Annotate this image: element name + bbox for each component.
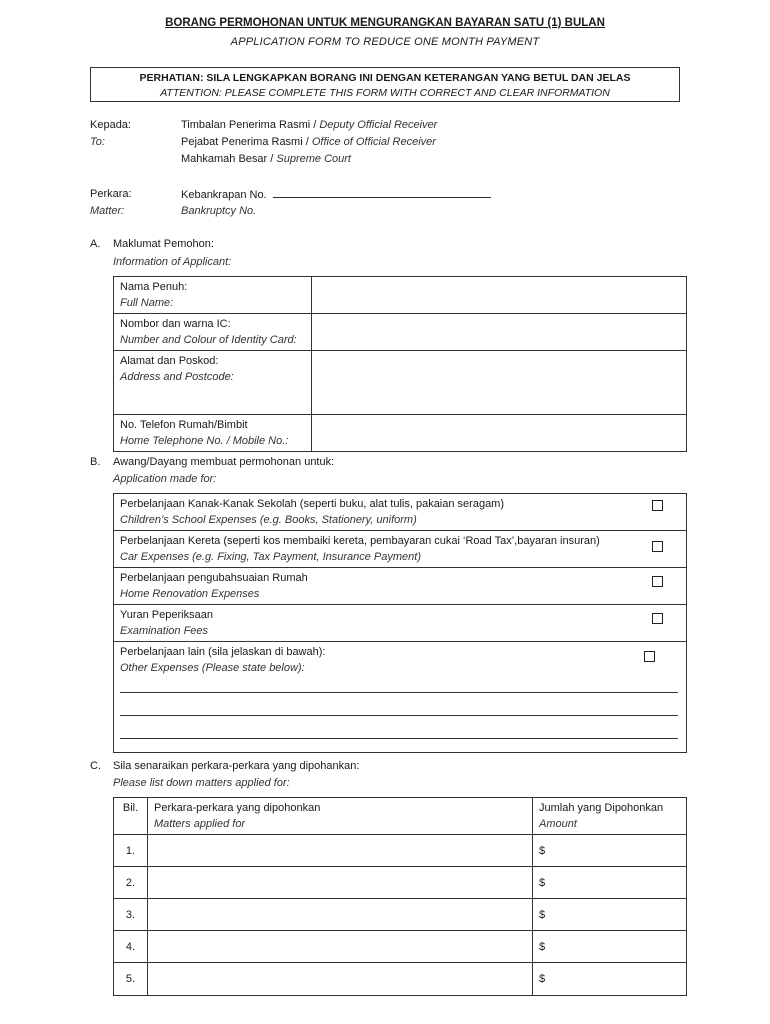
option-label xyxy=(114,605,629,642)
option-checkbox-cell xyxy=(629,568,687,605)
option-label-ms: Perbelanjaan Kanak-Kanak Sekolah (seperti buku, alat tulis, pakaian seragam) xyxy=(120,498,505,510)
other-expenses-cell xyxy=(114,642,687,753)
field-label-en: Number and Colour of Identity Card: xyxy=(120,334,297,346)
other-expenses-line-2[interactable] xyxy=(120,715,678,716)
other-expenses-line-1[interactable] xyxy=(120,692,678,693)
applicant-field-label xyxy=(114,314,312,351)
section-c-title-ms: Sila senaraikan perkara-perkara yang dipohankan: xyxy=(113,760,360,772)
matter-label-en: Matter: xyxy=(90,205,125,217)
header-no: Bil. xyxy=(114,798,148,835)
table-row xyxy=(114,899,687,931)
option-label-ms: Perbelanjaan pengubahsuaian Rumah xyxy=(120,572,308,584)
option-label-ms: Perbelanjaan Kereta (seperti kos membaiki kereta, pembayaran cukai ‘Road Tax’,bayaran insuran) xyxy=(120,535,600,547)
section-b-letter: B. xyxy=(90,456,101,468)
home-renovation-checkbox[interactable] xyxy=(652,576,663,587)
matter-input[interactable] xyxy=(148,867,533,899)
section-b-title-ms: Awang/Dayang membuat permohonan untuk: xyxy=(113,456,335,468)
row-number: 5. xyxy=(114,963,148,996)
option-checkbox-cell xyxy=(629,494,687,531)
matter-input[interactable] xyxy=(148,963,533,996)
to-line-1-en: Deputy Official Receiver xyxy=(319,119,438,131)
to-line-3 xyxy=(181,153,351,165)
table-header-row xyxy=(114,798,687,835)
to-line-2-en: Office of Official Receiver xyxy=(311,136,436,148)
bankruptcy-no-field xyxy=(181,188,491,201)
header-matters-ms: Perkara-perkara yang dipohonkan xyxy=(154,802,321,814)
matter-input[interactable] xyxy=(148,835,533,867)
applicant-info-table xyxy=(113,276,687,452)
examination-fees-checkbox[interactable] xyxy=(652,613,663,624)
section-a-letter: A. xyxy=(90,238,101,250)
option-label-ms: Perbelanjaan lain (sila jelaskan di bawah): xyxy=(120,646,326,658)
option-label xyxy=(114,568,629,605)
matter-input[interactable] xyxy=(148,931,533,963)
full-name-input[interactable] xyxy=(312,277,687,314)
row-number: 2. xyxy=(114,867,148,899)
section-c-letter: C. xyxy=(90,760,101,772)
table-row xyxy=(114,568,687,605)
header-amount-ms: Jumlah yang Dipohonkan xyxy=(539,802,664,814)
address-input[interactable] xyxy=(312,351,687,415)
bankruptcy-no-label: Kebankrapan No. xyxy=(181,189,267,201)
to-label-en: To: xyxy=(90,136,105,148)
currency-symbol: $ xyxy=(539,908,546,921)
to-line-1 xyxy=(181,119,437,131)
field-label-en: Home Telephone No. / Mobile No.: xyxy=(120,435,289,447)
school-expenses-checkbox[interactable] xyxy=(652,500,663,511)
header-amount-en: Amount xyxy=(539,818,577,830)
to-line-3-ms: Mahkamah Besar / xyxy=(181,153,277,165)
section-b-title-en: Application made for: xyxy=(113,473,217,485)
option-label-en: Children’s School Expenses (e.g. Books, Stationery, uniform) xyxy=(120,514,417,526)
amount-input[interactable] xyxy=(533,931,687,963)
table-row xyxy=(114,415,687,452)
amount-input[interactable] xyxy=(533,835,687,867)
field-label-ms: Nama Penuh: xyxy=(120,281,188,293)
option-label-en: Other Expenses (Please state below): xyxy=(120,662,305,674)
option-label-en: Car Expenses (e.g. Fixing, Tax Payment, Insurance Payment) xyxy=(120,551,422,563)
to-label-ms: Kepada: xyxy=(90,119,131,131)
matter-label-ms: Perkara: xyxy=(90,188,132,200)
header-amount xyxy=(533,798,687,835)
option-label xyxy=(114,531,629,568)
ic-number-input[interactable] xyxy=(312,314,687,351)
header-matters xyxy=(148,798,533,835)
telephone-input[interactable] xyxy=(312,415,687,452)
currency-symbol: $ xyxy=(539,876,546,889)
car-expenses-checkbox[interactable] xyxy=(652,541,663,552)
row-number: 3. xyxy=(114,899,148,931)
applicant-field-label xyxy=(114,277,312,314)
amount-input[interactable] xyxy=(533,867,687,899)
table-row xyxy=(114,314,687,351)
field-label-en: Full Name: xyxy=(120,297,174,309)
to-line-1-ms: Timbalan Penerima Rasmi / xyxy=(181,119,320,131)
row-number: 1. xyxy=(114,835,148,867)
section-a-title-en: Information of Applicant: xyxy=(113,256,232,268)
application-type-table xyxy=(113,493,687,753)
amount-input[interactable] xyxy=(533,963,687,996)
notice-line-ms: PERHATIAN: SILA LENGKAPKAN BORANG INI DENGAN KETERANGAN YANG BETUL DAN JELAS xyxy=(139,72,631,84)
table-row xyxy=(114,605,687,642)
option-label-en: Home Renovation Expenses xyxy=(120,588,260,600)
form-subtitle: APPLICATION FORM TO REDUCE ONE MONTH PAYMENT xyxy=(230,36,540,48)
to-line-3-en: Supreme Court xyxy=(276,153,351,165)
matter-input[interactable] xyxy=(148,899,533,931)
table-row xyxy=(114,277,687,314)
table-row xyxy=(114,494,687,531)
option-checkbox-cell xyxy=(629,605,687,642)
option-label-en: Examination Fees xyxy=(120,625,209,637)
currency-symbol: $ xyxy=(539,844,546,857)
field-label-ms: Alamat dan Poskod: xyxy=(120,355,219,367)
field-label-ms: No. Telefon Rumah/Bimbit xyxy=(120,419,248,431)
matters-table xyxy=(113,797,687,996)
option-label xyxy=(114,494,629,531)
currency-symbol: $ xyxy=(539,973,546,985)
other-expenses-line-3[interactable] xyxy=(120,738,678,739)
table-row xyxy=(114,835,687,867)
table-row xyxy=(114,931,687,963)
other-expenses-checkbox[interactable] xyxy=(644,651,655,662)
currency-symbol: $ xyxy=(539,940,546,953)
field-label-ms: Nombor dan warna IC: xyxy=(120,318,231,330)
to-line-2 xyxy=(181,136,436,148)
row-number: 4. xyxy=(114,931,148,963)
notice-box xyxy=(90,67,680,102)
option-checkbox-cell xyxy=(629,531,687,568)
section-a-title-ms: Maklumat Pemohon: xyxy=(113,238,214,250)
field-label-en: Address and Postcode: xyxy=(120,371,234,383)
table-row xyxy=(114,351,687,415)
table-row xyxy=(114,642,687,753)
to-line-2-ms: Pejabat Penerima Rasmi / xyxy=(181,136,312,148)
bankruptcy-no-label-en: Bankruptcy No. xyxy=(181,205,257,217)
table-row xyxy=(114,867,687,899)
section-c-title-en: Please list down matters applied for: xyxy=(113,777,290,789)
option-label-ms: Yuran Peperiksaan xyxy=(120,609,213,621)
notice-line-en: ATTENTION: PLEASE COMPLETE THIS FORM WITH CORRECT AND CLEAR INFORMATION xyxy=(160,87,610,99)
bankruptcy-no-input[interactable] xyxy=(273,188,491,198)
applicant-field-label xyxy=(114,415,312,452)
header-matters-en: Matters applied for xyxy=(154,818,246,830)
form-title: BORANG PERMOHONAN UNTUK MENGURANGKAN BAYARAN SATU (1) BULAN xyxy=(165,17,605,29)
applicant-field-label xyxy=(114,351,312,415)
amount-input[interactable] xyxy=(533,899,687,931)
table-row xyxy=(114,963,687,996)
table-row xyxy=(114,531,687,568)
